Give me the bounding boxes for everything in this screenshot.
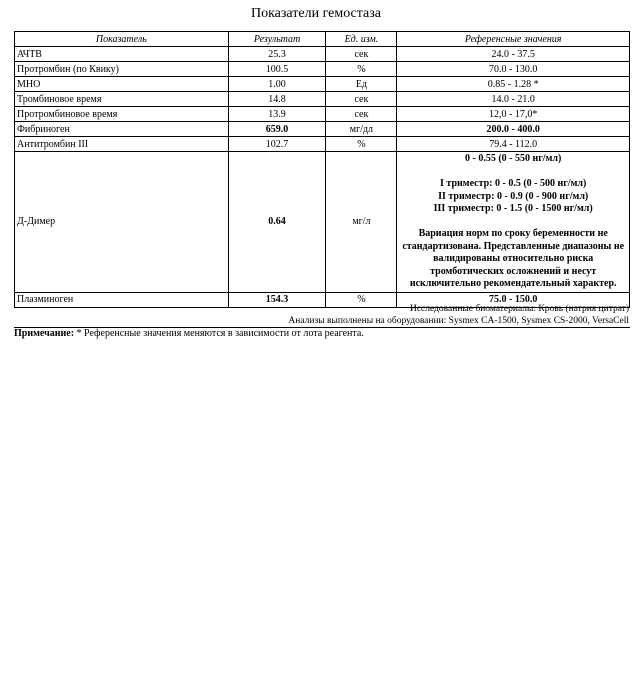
cell-result: 0.64	[228, 152, 326, 293]
note-label: Примечание:	[14, 328, 75, 339]
cell-result: 25.3	[228, 47, 326, 62]
ref-trimester-2: II триместр: 0 - 0.9 (0 - 900 нг/мл)	[438, 190, 589, 202]
table-row	[15, 92, 630, 107]
cell-name: Плазминоген	[15, 292, 229, 307]
cell-unit: мг/л	[326, 152, 397, 293]
cell-name: АЧТВ	[15, 47, 229, 62]
cell-unit: мг/дл	[326, 122, 397, 137]
table-row	[15, 107, 630, 122]
table-row	[15, 47, 630, 62]
cell-result: 13.9	[228, 107, 326, 122]
cell-ref: 200.0 - 400.0	[397, 122, 630, 137]
cell-unit: сек	[326, 107, 397, 122]
cell-ref: 24.0 - 37.5	[397, 47, 630, 62]
table-row	[15, 62, 630, 77]
col-header: Ед. изм.	[326, 32, 397, 47]
col-header: Референсные значения	[397, 32, 630, 47]
ref-main: 0 - 0.55 (0 - 550 нг/мл)	[465, 153, 562, 164]
cell-result: 1.00	[228, 77, 326, 92]
cell-unit: сек	[326, 47, 397, 62]
cell-ref: 14.0 - 21.0	[397, 92, 630, 107]
equipment-text: Анализы выполнены на оборудовании: Sysmex CA-1500, Sysmex CS-2000, VersaCell	[288, 316, 629, 326]
cell-unit: %	[326, 292, 397, 307]
cell-name: Протромбин (по Квику)	[15, 62, 229, 77]
note	[14, 328, 364, 339]
page-title: Показатели гемостаза	[250, 6, 382, 21]
cell-name: МНО	[15, 77, 229, 92]
cell-name: Тромбиновое время	[15, 92, 229, 107]
cell-result: 14.8	[228, 92, 326, 107]
cell-unit: сек	[326, 92, 397, 107]
cell-name: Д-Димер	[15, 152, 229, 293]
table-row	[15, 137, 630, 152]
cell-ref: 79.4 - 112.0	[397, 137, 630, 152]
cell-ref	[397, 152, 630, 293]
ref-trimester-1: I триместр: 0 - 0.5 (0 - 500 нг/мл)	[440, 178, 587, 189]
table-header	[15, 32, 630, 47]
biomaterial-text: Исследованные биоматериалы: Кровь (натрия цитрат)	[409, 304, 629, 314]
cell-name: Антитромбин III	[15, 137, 229, 152]
col-header: Показатель	[15, 32, 229, 47]
cell-ref: 12,0 - 17,0*	[397, 107, 630, 122]
cell-unit: %	[326, 137, 397, 152]
table-row	[15, 152, 630, 293]
cell-result: 100.5	[228, 62, 326, 77]
cell-ref: 75.0 - 150.0	[397, 292, 630, 307]
cell-name: Протромбиновое время	[15, 107, 229, 122]
cell-result: 659.0	[228, 122, 326, 137]
cell-result: 154.3	[228, 292, 326, 307]
col-header: Результат	[228, 32, 326, 47]
cell-name: Фибриноген	[15, 122, 229, 137]
cell-ref: 70.0 - 130.0	[397, 62, 630, 77]
cell-result: 102.7	[228, 137, 326, 152]
hemostasis-table	[14, 31, 630, 308]
table-row	[15, 77, 630, 92]
cell-unit: %	[326, 62, 397, 77]
table-row	[15, 122, 630, 137]
note-text: * Референсные значения меняются в зависимости от лота реагента.	[74, 328, 364, 339]
ref-note: Вариация норм по сроку беременности не стандартизована. Представленные диапазоны не валидированы относительно риска тромботических осложнений и несут исключительно рекомендательный характер.	[402, 228, 625, 289]
cell-ref: 0.85 - 1.28 *	[397, 77, 630, 92]
ref-trimester-3: III триместр: 0 - 1.5 (0 - 1500 нг/мл)	[433, 203, 593, 214]
cell-unit: Ед	[326, 77, 397, 92]
